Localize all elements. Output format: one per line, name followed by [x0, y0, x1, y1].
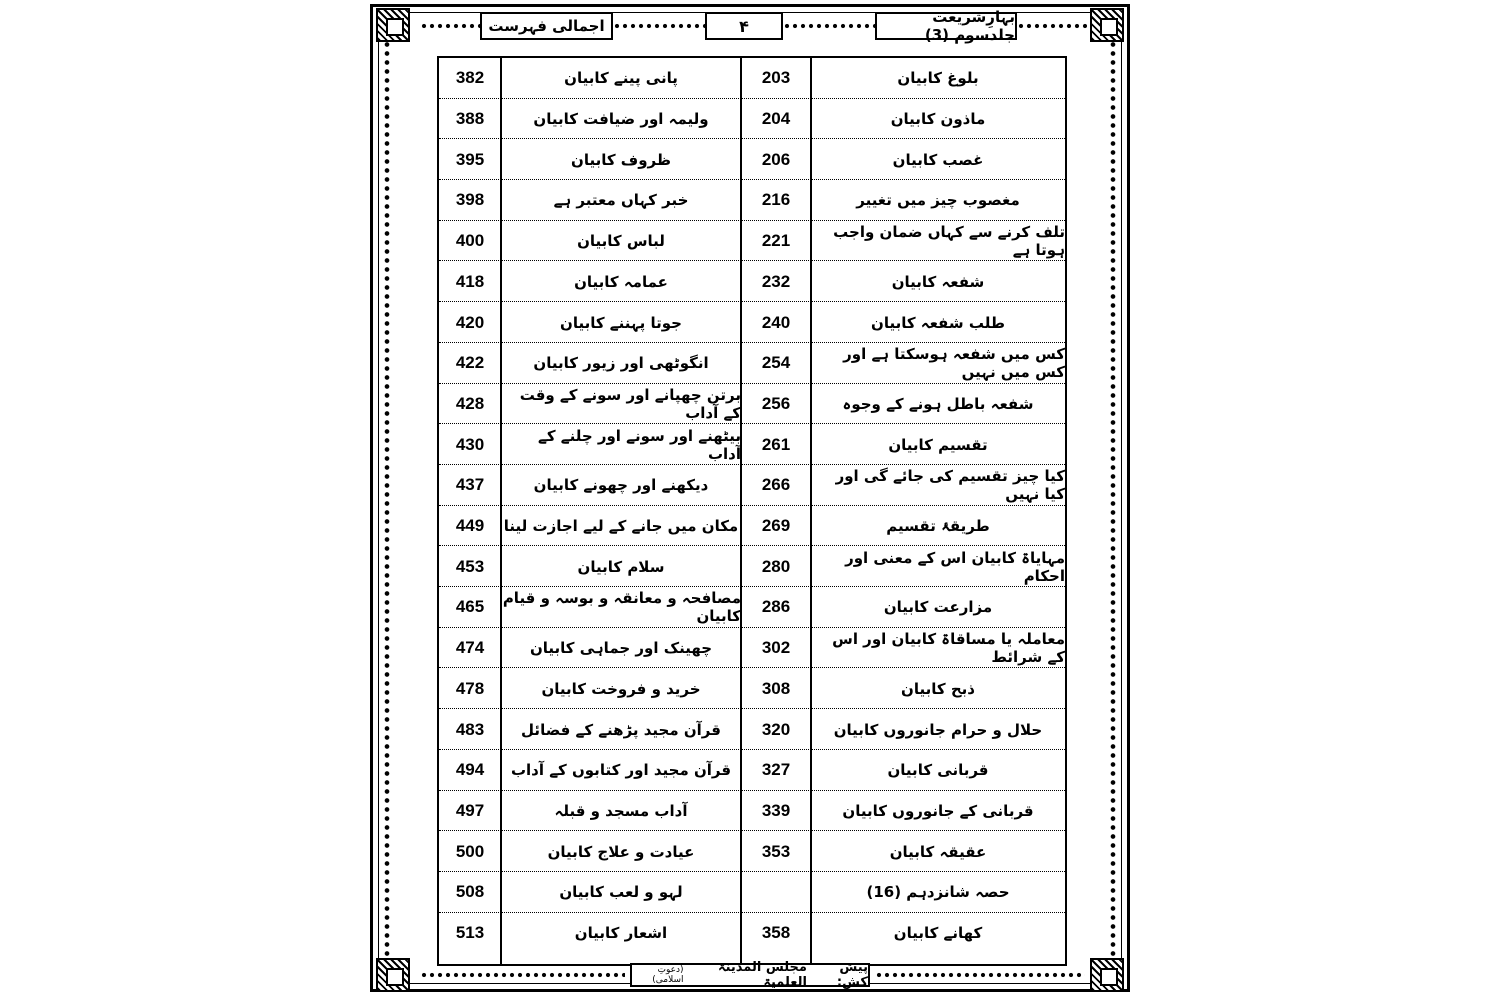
right-chapter-title: تقسیم کابیان [888, 435, 988, 454]
left-page-number: 422 [455, 353, 485, 373]
top-chain-ornament [420, 23, 480, 29]
page-number: ۴ [705, 12, 783, 40]
corner-ornament-icon [1090, 958, 1124, 992]
toc-row [439, 913, 1065, 954]
left-chain-ornament [383, 40, 391, 960]
book-title: بہارِشریعت جلدسوم (3) [875, 12, 1017, 40]
right-page-number: 221 [761, 231, 791, 251]
toc-row [439, 99, 1065, 140]
left-chapter-title: قرآن مجید پڑھنے کے فضائل [521, 720, 721, 739]
bottom-chain-ornament [875, 972, 1085, 978]
publisher-subtitle: (دعوتِ اسلامی) [652, 965, 684, 985]
left-page-number: 465 [455, 597, 485, 617]
right-chapter-title: ذبح کابیان [901, 679, 975, 698]
toc-row [439, 546, 1065, 587]
right-page-number: 339 [761, 800, 791, 820]
section-title: اجمالی فہرست [480, 12, 613, 40]
right-page-number: 358 [761, 923, 791, 943]
left-page-number: 513 [455, 923, 485, 943]
left-page-number: 500 [455, 841, 485, 861]
right-chapter-title: بلوغ کابیان [897, 69, 979, 88]
toc-row [439, 343, 1065, 384]
left-chapter-title: عمامہ کابیان [574, 272, 668, 291]
toc-row [439, 180, 1065, 221]
right-page-number: 206 [761, 149, 791, 169]
bottom-chain-ornament [420, 972, 625, 978]
right-chapter-title: مہایاۃ کابیان اس کے معنی اور احکام [845, 548, 1065, 585]
toc-row [439, 58, 1065, 99]
left-page-number: 398 [455, 190, 485, 210]
toc-table [437, 56, 1067, 966]
left-chapter-title: چھینک اور جماہی کابیان [529, 639, 713, 658]
right-page-number: 353 [761, 841, 791, 861]
publisher-box [630, 960, 870, 990]
left-chapter-title: مکان میں جانے کے لیے اجازت لینا [503, 517, 739, 536]
corner-ornament-icon [376, 958, 410, 992]
right-chapter-title: تلف کرنے سے کہاں ضمان واجب ہوتا ہے [833, 223, 1065, 260]
left-chapter-title: برتن چھپانے اور سونے کے وقت کے آداب [519, 385, 741, 422]
left-chapter-title: خبر کہاں معتبر ہے [553, 191, 689, 210]
left-page-number: 388 [455, 109, 485, 129]
toc-row [439, 262, 1065, 303]
top-chain-ornament [613, 23, 705, 29]
toc-row [439, 465, 1065, 506]
toc-row [439, 791, 1065, 832]
left-page-number: 420 [455, 312, 485, 332]
left-page-number: 478 [455, 678, 485, 698]
left-page-number: 449 [455, 516, 485, 536]
toc-row [439, 669, 1065, 710]
left-chapter-title: لباس کابیان [577, 232, 665, 251]
toc-row [439, 139, 1065, 180]
right-chapter-title: مزارعت کابیان [883, 598, 993, 617]
presented-by-label: پیش کش: [836, 960, 868, 990]
toc-row [439, 302, 1065, 343]
toc-row [439, 750, 1065, 791]
left-chapter-title: جوتا پہننے کابیان [560, 313, 682, 332]
left-chapter-title: لہو و لعب کابیان [559, 883, 683, 902]
corner-ornament-icon [1090, 8, 1124, 42]
left-chapter-title: قرآن مجید اور کتابوں کے آداب [510, 761, 732, 780]
left-chapter-title: بیٹھنے اور سونے اور چلنے کے آداب [538, 426, 741, 463]
left-page-number: 508 [455, 882, 485, 902]
right-chapter-title: معاملہ یا مساقاۃ کابیان اور اس کے شرائط [832, 630, 1065, 667]
top-chain-ornament [783, 23, 875, 29]
right-page-number: 269 [761, 516, 791, 536]
right-page-number: 286 [761, 597, 791, 617]
left-chapter-title: اشعار کابیان [574, 924, 668, 943]
toc-row [439, 628, 1065, 669]
left-page-number: 483 [455, 719, 485, 739]
right-chapter-title: کیا چیز تقسیم کی جائے گی اور کیا نہیں [835, 467, 1065, 504]
corner-ornament-icon [376, 8, 410, 42]
right-page-number: 232 [761, 271, 791, 291]
left-page-number: 430 [455, 434, 485, 454]
publisher-name: مجلس المدینۃ العلمیۃ [717, 960, 807, 990]
left-chapter-title: ولیمہ اور ضیافت کابیان [533, 110, 709, 129]
right-chapter-title: قربانی کے جانوروں کابیان [842, 801, 1034, 820]
left-page-number: 474 [455, 638, 485, 658]
left-chapter-title: عیادت و علاج کابیان [547, 842, 695, 861]
left-chapter-title: سلام کابیان [577, 557, 665, 576]
left-chapter-title: انگوٹھی اور زیور کابیان [533, 354, 709, 373]
toc-row [439, 872, 1065, 913]
toc-row [439, 709, 1065, 750]
right-page-number: 240 [761, 312, 791, 332]
toc-row [439, 587, 1065, 628]
left-chapter-title: خرید و فروخت کابیان [541, 679, 701, 698]
left-page-number: 437 [455, 475, 485, 495]
right-chapter-title: شفعہ کابیان [891, 272, 985, 291]
right-page-number: 256 [761, 393, 791, 413]
right-page-number: 266 [761, 475, 791, 495]
right-chapter-title: کھانے کابیان [893, 924, 983, 943]
right-page-number: 204 [761, 109, 791, 129]
right-page-number: 302 [761, 638, 791, 658]
right-page-number: 280 [761, 556, 791, 576]
left-page-number: 428 [455, 393, 485, 413]
right-chapter-title: قربانی کابیان [887, 761, 989, 780]
right-chapter-title: حلال و حرام جانوروں کابیان [833, 720, 1043, 739]
left-chapter-title: مصافحہ و معانقہ و بوسہ و قیام کابیان [502, 589, 741, 626]
right-chapter-title: غصب کابیان [892, 150, 984, 169]
right-page-number: 203 [761, 68, 791, 88]
left-page-number: 418 [455, 271, 485, 291]
left-page-number: 382 [455, 68, 485, 88]
toc-row [439, 506, 1065, 547]
right-chapter-title: طلب شفعہ کابیان [871, 313, 1005, 332]
left-page-number: 497 [455, 800, 485, 820]
right-page-number: 261 [761, 434, 791, 454]
right-chapter-title: مغصوب چیز میں تغییر [856, 191, 1020, 210]
left-page-number: 395 [455, 149, 485, 169]
left-chapter-title: آداب مسجد و قبلہ [554, 801, 688, 820]
right-chapter-title: حصہ شانزدہم (16) [866, 883, 1010, 902]
left-chapter-title: پانی پینے کابیان [564, 69, 678, 88]
right-page-number: 327 [761, 760, 791, 780]
left-page-number: 494 [455, 760, 485, 780]
right-page-number [741, 872, 811, 913]
left-chapter-title: دیکھنے اور چھونے کابیان [533, 476, 709, 495]
right-chapter-title: عقیقہ کابیان [889, 842, 987, 861]
right-page-number: 216 [761, 190, 791, 210]
right-page-number: 308 [761, 678, 791, 698]
toc-row [439, 831, 1065, 872]
right-chapter-title: شفعہ باطل ہونے کے وجوہ [842, 394, 1034, 413]
right-chapter-title: کس میں شفعہ ہوسکتا ہے اور کس میں نہیں [843, 345, 1065, 382]
toc-row [439, 424, 1065, 465]
right-chapter-title: ماذون کابیان [890, 110, 986, 129]
left-page-number: 400 [455, 231, 485, 251]
toc-row [439, 221, 1065, 262]
toc-row [439, 384, 1065, 425]
right-page-number: 254 [761, 353, 791, 373]
right-chapter-title: طریقۂ تقسیم [886, 517, 990, 536]
left-chapter-title: ظروف کابیان [571, 150, 671, 169]
left-page-number: 453 [455, 556, 485, 576]
right-page-number: 320 [761, 719, 791, 739]
right-chain-ornament [1109, 40, 1117, 960]
top-chain-ornament [1017, 23, 1087, 29]
